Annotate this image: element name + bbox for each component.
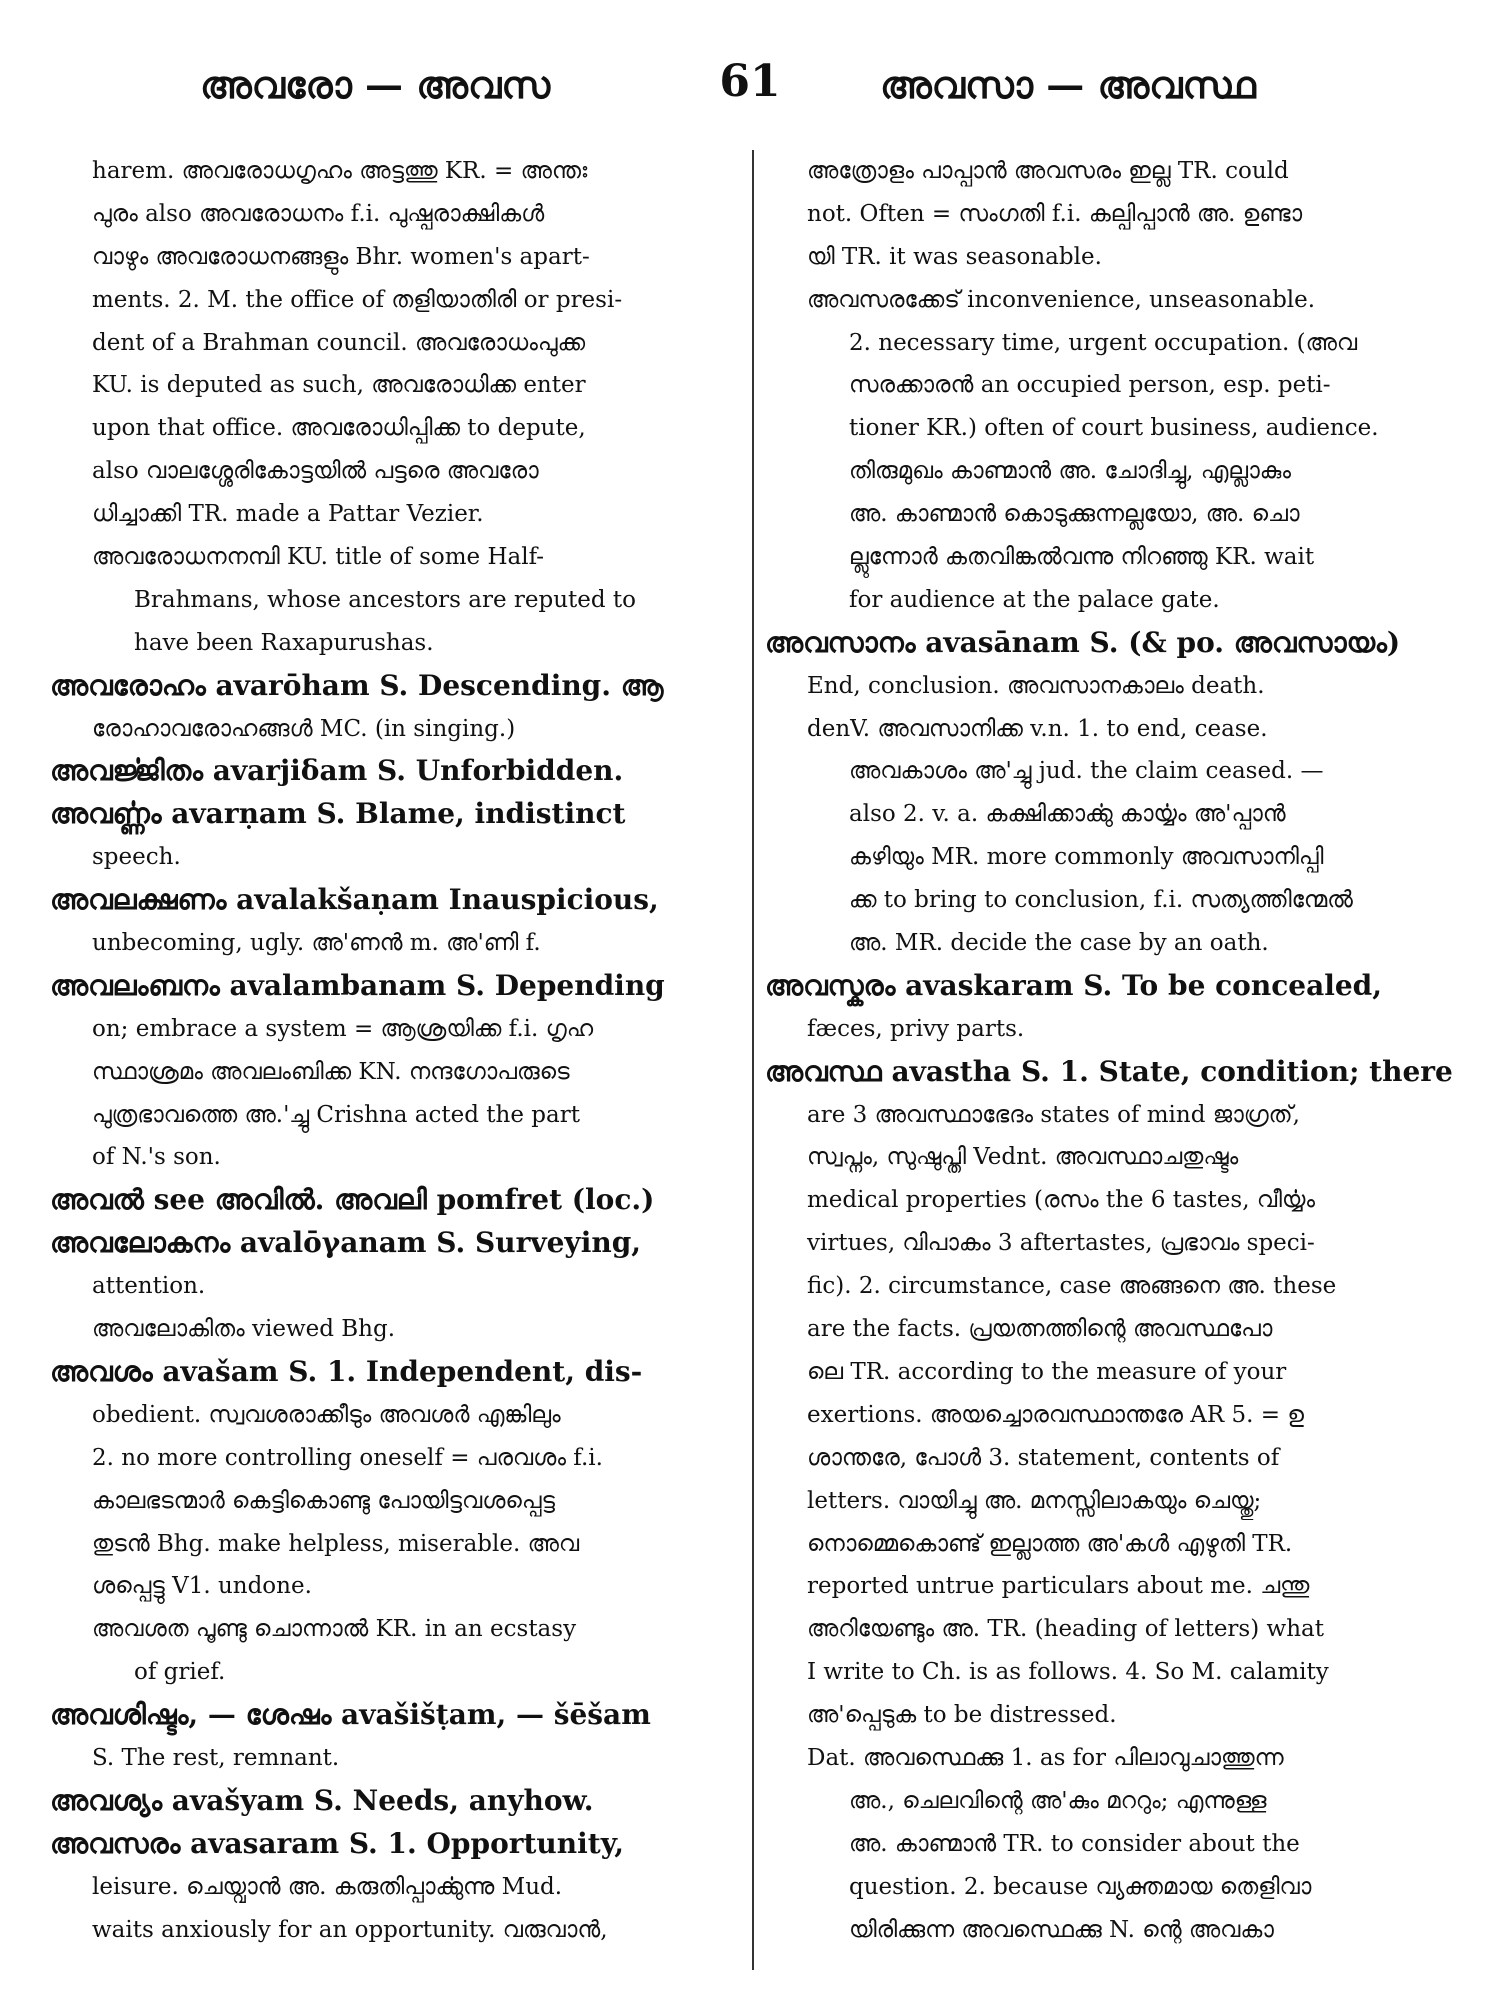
entry-text-line: അത്രോളം പാപ്പാൻ അവസരം ഇല്ല TR. could	[807, 158, 1289, 184]
entry-text-line: അ. MR. decide the case by an oath.	[849, 930, 1269, 957]
entry-text-line: dent of a Brahman council. അവരോധംപുക്ക	[92, 329, 586, 356]
entry-text-line: upon that office. അവരോധിപ്പിക്ക to depute,	[92, 415, 586, 442]
entry-text-line: കഴിയും MR. more commonly അവസാനിപ്പി	[849, 844, 1324, 871]
entry-text-line: ശപ്പെട്ടു V1. undone.	[92, 1573, 312, 1600]
entry-text-line: are the facts. പ്രയത്നത്തിന്റെ അവസ്ഥപോ	[807, 1316, 1273, 1343]
entry-headword-line: അവശ്യം avašyam S. Needs, anyhow.	[50, 1783, 594, 1817]
entry-text-line: letters. വായിച്ചു അ. മനസ്സിലാകയും ചെയ്തു;	[807, 1487, 1262, 1514]
entry-text-line: യി TR. it was seasonable.	[807, 243, 1102, 270]
left-column	[50, 150, 740, 1990]
entry-text-line: ശാന്തരേ, പോൾ 3. statement, contents of	[807, 1444, 1280, 1471]
entry-headword-line: അവലോകനം avalōγanam S. Surveying,	[50, 1226, 642, 1260]
entry-text-line: സ്വപ്നം, സുഷുപ്തി Vednt. അവസ്ഥാചതുഷ്ടം	[807, 1144, 1239, 1171]
entry-text-line: not. Often = സംഗതി f.i. കല്പിപ്പാൻ അ. ഉണ്ടാ	[807, 200, 1303, 227]
entry-headword-line: അവലംബനം avalambanam S. Depending	[50, 968, 665, 1002]
entry-text-line: പുരം also അവരോധനം f.i. പുഷ്പരാക്ഷികൾ	[92, 200, 545, 227]
entry-text-line: ലെ TR. according to the measure of your	[807, 1358, 1287, 1385]
entry-text-line: അവശത പൂണ്ടു ചൊന്നാൽ KR. in an ecstasy	[92, 1616, 577, 1643]
entry-text-line: virtues, വിപാകം 3 aftertastes, പ്രഭാവം speci-	[807, 1230, 1315, 1257]
entry-text-line: tioner KR.) often of court business, audience.	[849, 415, 1379, 442]
entry-text-line: denV. അവസാനിക്ക v.n. 1. to end, cease.	[807, 715, 1268, 742]
entry-text-line: അ'പ്പെടുക to be distressed.	[807, 1702, 1117, 1729]
entry-text-line: സരക്കാരൻ an occupied person, esp. peti-	[849, 372, 1331, 399]
entry-text-line: നൊമ്മെകൊണ്ട് ഇല്ലാത്ത അ'കൾ എഴുതി TR.	[807, 1530, 1293, 1557]
entry-headword-line: അവസ്ഥ avastha S. 1. State, condition; there	[765, 1054, 1453, 1088]
entry-text-line: അവസരക്കേട് inconvenience, unseasonable.	[807, 286, 1316, 313]
entry-text-line: for audience at the palace gate.	[849, 586, 1220, 613]
entry-text-line: are 3 അവസ്ഥാഭേദം states of mind ജാഗ്രത്,	[807, 1101, 1300, 1128]
entry-text-line: obedient. സ്വവശരാക്കീടും അവശർ എങ്കിലും	[92, 1401, 561, 1428]
entry-text-line: attention.	[92, 1273, 206, 1300]
entry-text-line: End, conclusion. അവസാനകാലം death.	[807, 672, 1265, 699]
entry-text-line: തുടൻ Bhg. make helpless, miserable. അവ	[92, 1530, 580, 1557]
entry-text-line: കാലഭടന്മാർ കെട്ടികൊണ്ടു പോയിട്ടവശപ്പെട്ട	[92, 1487, 555, 1514]
page-header	[0, 56, 1500, 122]
entry-text-line: exertions. അയച്ചൊരവസ്ഥാന്തരേ AR 5. = ഉ	[807, 1401, 1304, 1428]
entry-text-line: leisure. ചെയ്വാൻ അ. കരുതിപ്പാൎക്കുന്നു Mud.	[92, 1873, 563, 1900]
right-column	[765, 150, 1460, 1990]
entry-text-line: fæces, privy parts.	[807, 1015, 1025, 1042]
entry-text-line: of N.'s son.	[92, 1144, 221, 1171]
entry-text-line: harem. അവരോധഗൃഹം അട്ടത്തു KR. = അന്തഃ	[92, 158, 588, 184]
left-guide-word: അവരോ — അവസ	[200, 62, 551, 107]
entry-text-line: രോഹാവരോഹങ്ങൾ MC. (in singing.)	[92, 715, 516, 742]
column-divider	[752, 150, 754, 1970]
entry-text-line: വാഴും അവരോധനങ്ങളും Bhr. women's apart-	[92, 243, 590, 270]
entry-text-line: fic). 2. circumstance, case അങ്ങനെ അ. these	[807, 1273, 1337, 1300]
entry-text-line: 2. no more controlling oneself = പരവശം f.i.	[92, 1444, 603, 1471]
entry-text-line: Dat. അവസ്ഥെക്കു 1. as for പിലാവുചാത്തുന്ന	[807, 1744, 1284, 1771]
entry-text-line: KU. is deputed as such, അവരോധിക്ക enter	[92, 372, 586, 399]
page-number: 61	[719, 56, 781, 107]
entry-text-line: S. The rest, remnant.	[92, 1744, 340, 1771]
entry-text-line: അറിയേണ്ടും അ. TR. (heading of letters) what	[807, 1616, 1324, 1643]
entry-text-line: medical properties (രസം the 6 tastes, വീൎയ്യം	[807, 1187, 1316, 1214]
entry-headword-line: അവസ്കരം avaskaram S. To be concealed,	[765, 968, 1382, 1002]
entry-text-line: also 2. v. a. കക്ഷിക്കാൎക്കു കാൎയ്യം അ'പ്പാൻ	[849, 801, 1286, 828]
entry-text-line: question. 2. because വ്യക്തമായ തെളിവാ	[849, 1873, 1312, 1900]
entry-text-line: ല്ലുന്നോർ കതവിങ്കൽവന്നു നിറഞ്ഞു KR. wait	[849, 544, 1315, 571]
entry-text-line: പുത്രഭാവത്തെ അ.'ച്ചു Crishna acted the part	[92, 1101, 580, 1128]
entry-headword-line: അവസാനം avasānam S. (& po. അവസായം)	[765, 625, 1401, 659]
entry-text-line: speech.	[92, 844, 181, 871]
entry-headword-line: അവശിഷ്ടം, — ശേഷം avašišṭam, — šēšam	[50, 1698, 651, 1732]
entry-text-line: of grief.	[134, 1659, 226, 1686]
entry-text-line: I write to Ch. is as follows. 4. So M. calamity	[807, 1659, 1329, 1686]
entry-headword-line: അവൽ see അവിൽ. അവലി pomfret (loc.)	[50, 1183, 655, 1217]
entry-text-line: അ. കാണ്മാൻ കൊടുക്കുന്നല്ലയോ, അ. ചൊ	[849, 501, 1300, 528]
entry-headword-line: അവൎജ്ജിതം avarjiδam S. Unforbidden.	[50, 754, 624, 788]
entry-headword-line: അവലക്ഷണം avalakšaṇam Inauspicious,	[50, 883, 659, 917]
entry-text-line: on; embrace a system = ആശ്രയിക്ക f.i. ഗൃഹ	[92, 1015, 594, 1042]
entry-text-line: also വാലശ്ശേരികോട്ടയിൽ പട്ടരെ അവരോ	[92, 458, 539, 485]
entry-text-line: 2. necessary time, urgent occupation. (അവ	[849, 329, 1358, 356]
entry-text-line: അ. കാണ്മാൻ TR. to consider about the	[849, 1830, 1300, 1857]
entry-headword-line: അവൎണ്ണം avarṇam S. Blame, indistinct	[50, 797, 626, 831]
right-guide-word: അവസാ — അവസ്ഥ	[880, 62, 1256, 107]
entry-text-line: സ്ഥാശ്രമം അവലംബിക്ക KN. നന്ദഗോപരുടെ	[92, 1058, 570, 1085]
entry-headword-line: അവശം avašam S. 1. Independent, dis-	[50, 1354, 643, 1388]
entry-headword-line: അവസരം avasaram S. 1. Opportunity,	[50, 1826, 625, 1860]
entry-text-line: reported untrue particulars about me. ചന്തു	[807, 1573, 1310, 1600]
entry-text-line: have been Raxapurushas.	[134, 629, 434, 656]
entry-text-line: ments. 2. M. the office of തളിയാതിരി or presi-	[92, 286, 623, 313]
entry-text-line: ധിച്ചാക്കി TR. made a Pattar Vezier.	[92, 501, 484, 528]
entry-text-line: അവകാശം അ'ച്ചു jud. the claim ceased. —	[849, 758, 1324, 785]
entry-text-line: യിരിക്കുന്ന അവസ്ഥെക്കു N. ന്റെ അവകാ	[849, 1916, 1274, 1943]
entry-headword-line: അവരോഹം avarōham S. Descending. ആ	[50, 668, 664, 702]
entry-text-line: അ., ചെലവിന്റെ അ'കും മററും; എന്നുള്ള	[849, 1787, 1267, 1814]
entry-text-line: അവരോധനനമ്പി KU. title of some Half-	[92, 544, 545, 571]
entry-text-line: waits anxiously for an opportunity. വരുവാൻ,	[92, 1916, 608, 1943]
entry-text-line: തിരുമുഖം കാണ്മാൻ അ. ചോദിച്ചു, എല്ലാകും	[849, 458, 1291, 485]
entry-text-line: ക്ക to bring to conclusion, f.i. സത്യത്തിന്മേൽ	[849, 887, 1353, 914]
entry-text-line: unbecoming, ugly. അ'ണൻ m. അ'ണി f.	[92, 930, 541, 957]
entry-text-line: Brahmans, whose ancestors are reputed to	[134, 586, 637, 613]
entry-text-line: അവലോകിതം viewed Bhg.	[92, 1316, 396, 1343]
